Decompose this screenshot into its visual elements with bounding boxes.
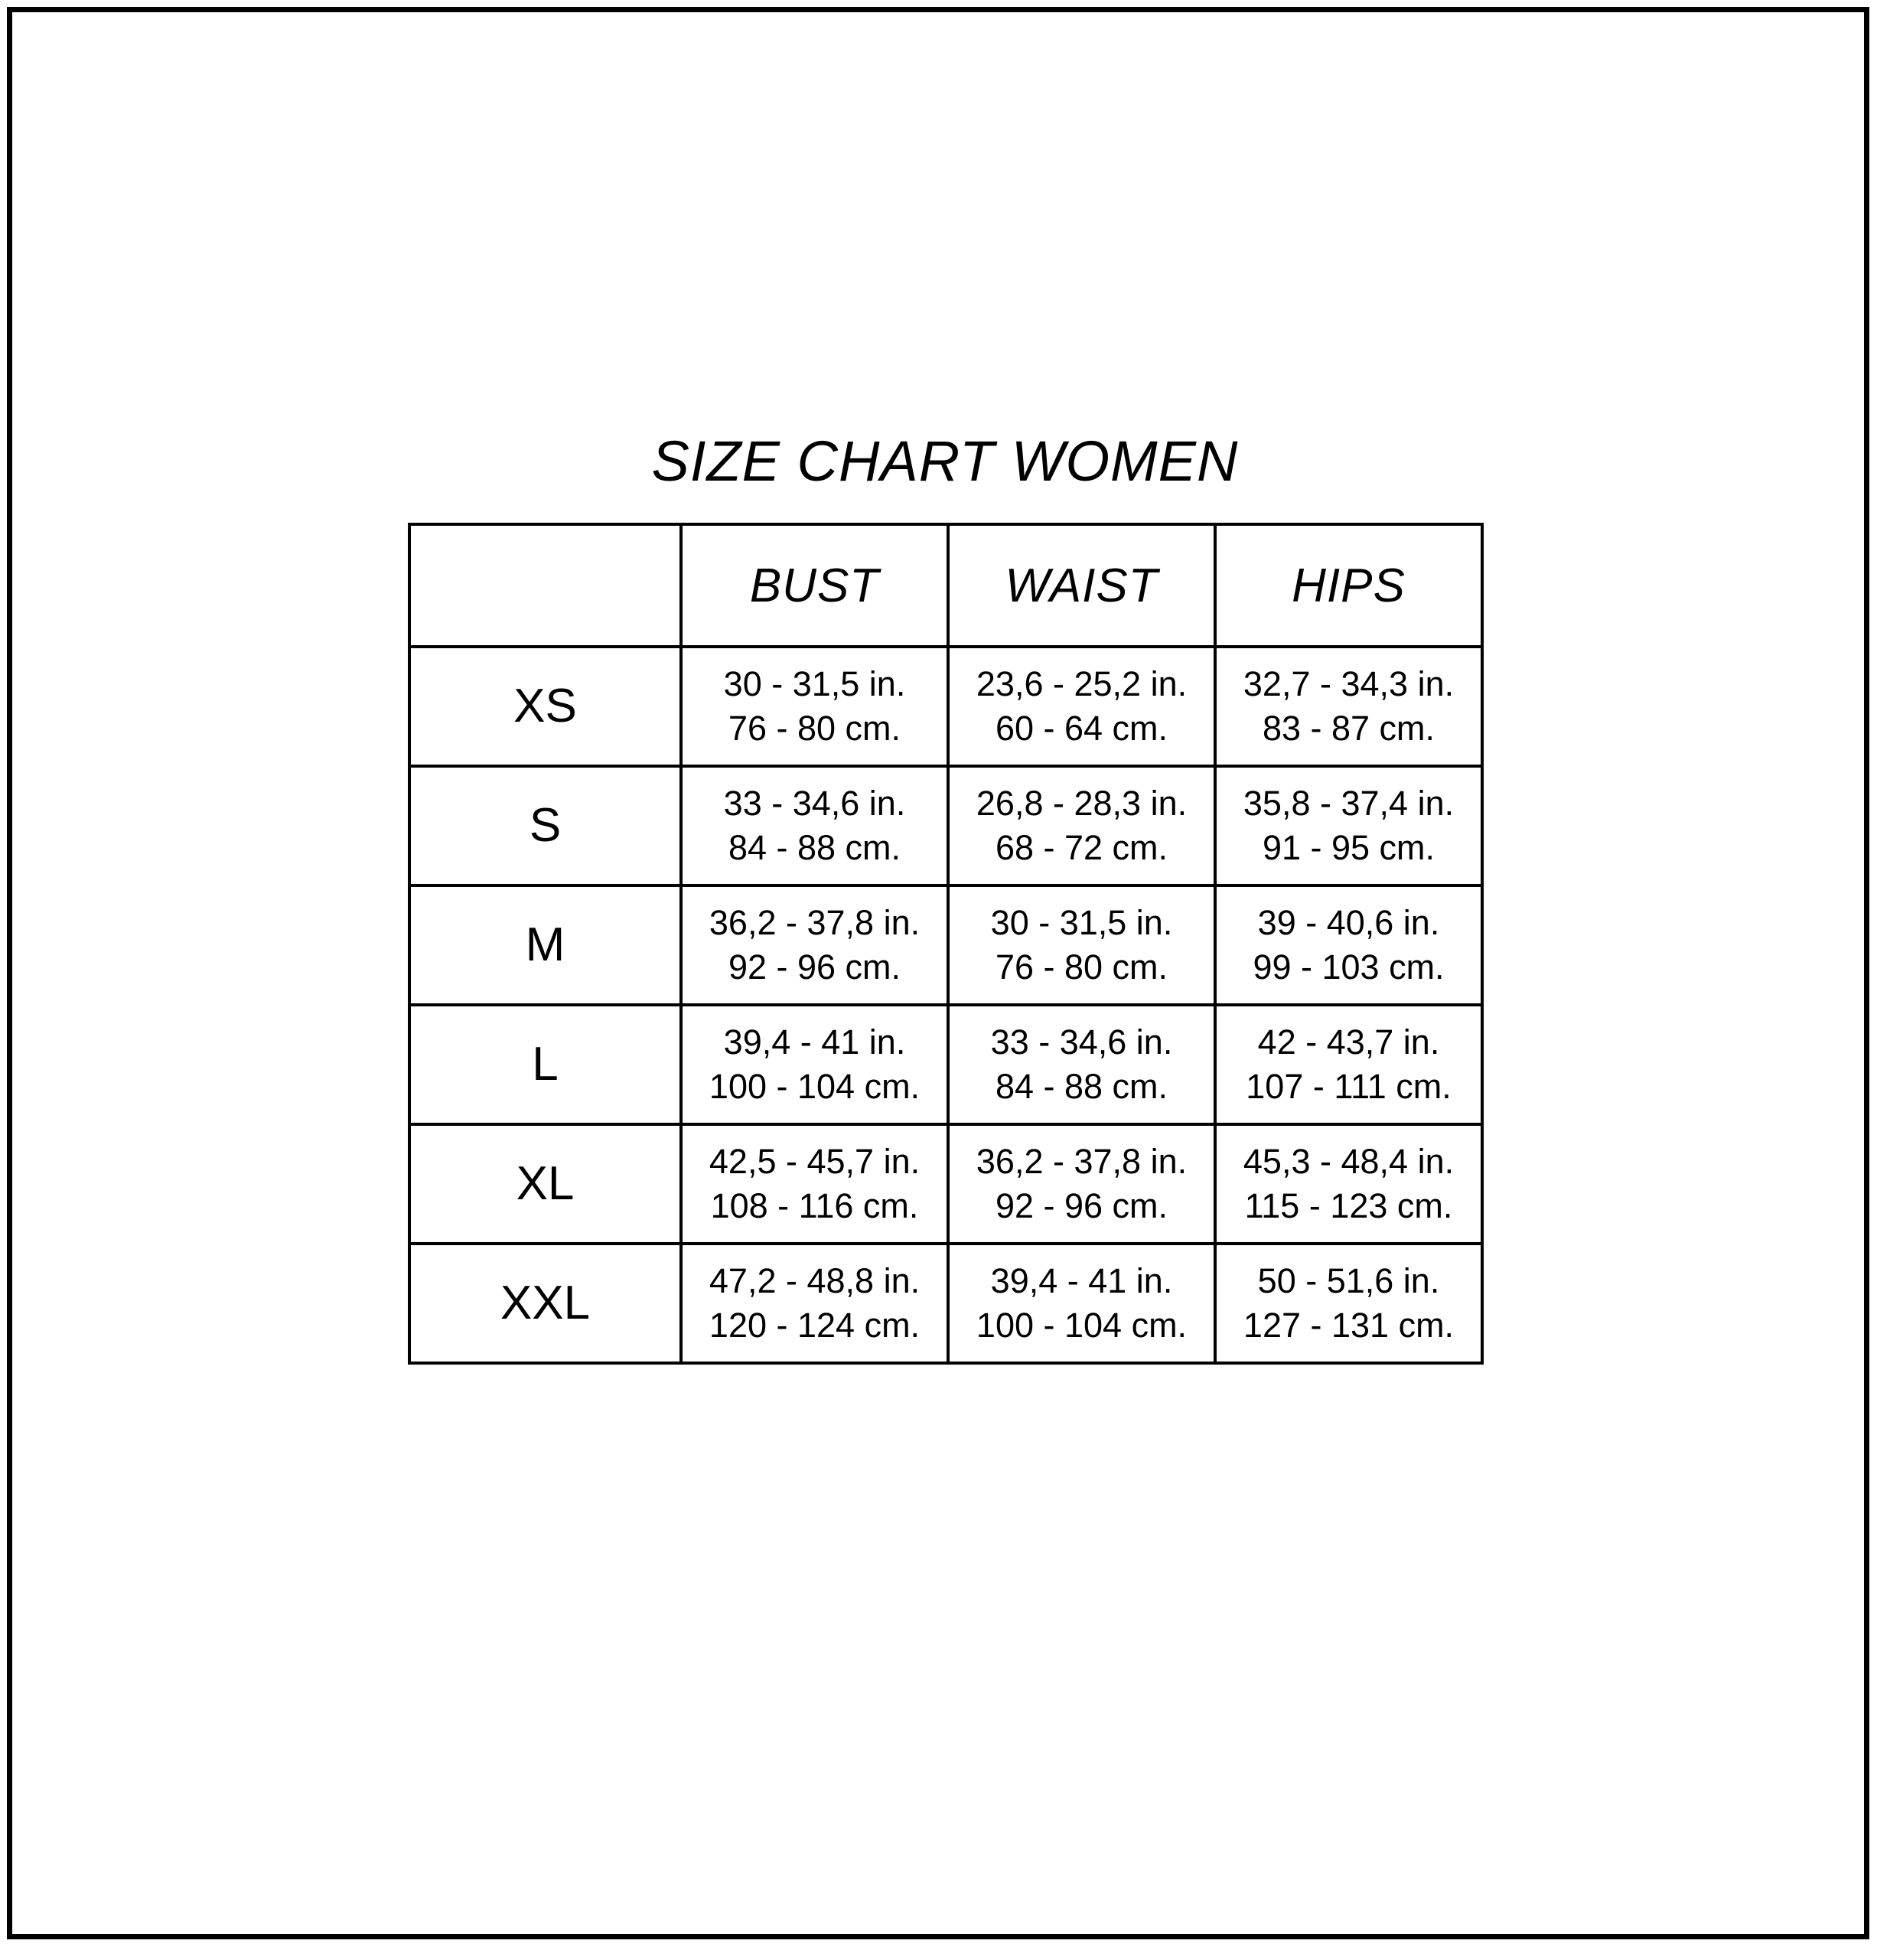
waist-centimeters: 100 - 104 cm. bbox=[976, 1306, 1188, 1345]
waist-centimeters: 92 - 96 cm. bbox=[995, 1186, 1168, 1225]
cell-waist bbox=[948, 1005, 1215, 1124]
table-row bbox=[409, 766, 1482, 885]
hips-inches: 35,8 - 37,4 in. bbox=[1243, 784, 1455, 823]
bust-centimeters: 76 - 80 cm. bbox=[728, 709, 901, 748]
cell-hips bbox=[1215, 1005, 1482, 1124]
size-chart-table bbox=[408, 523, 1484, 1365]
hips-inches: 39 - 40,6 in. bbox=[1257, 903, 1440, 943]
bust-centimeters: 100 - 104 cm. bbox=[709, 1067, 921, 1106]
hips-centimeters: 83 - 87 cm. bbox=[1262, 709, 1435, 748]
page-title: SIZE CHART WOMEN bbox=[651, 429, 1239, 493]
waist-centimeters: 84 - 88 cm. bbox=[995, 1067, 1168, 1106]
hips-centimeters: 99 - 103 cm. bbox=[1253, 947, 1445, 987]
waist-inches: 23,6 - 25,2 in. bbox=[976, 664, 1188, 704]
bust-centimeters: 92 - 96 cm. bbox=[728, 947, 901, 987]
table-body bbox=[409, 647, 1482, 1363]
waist-inches: 39,4 - 41 in. bbox=[990, 1261, 1173, 1301]
waist-inches: 30 - 31,5 in. bbox=[990, 903, 1173, 943]
cell-bust bbox=[681, 1124, 948, 1244]
table-row bbox=[409, 1005, 1482, 1124]
column-header-bust: BUST bbox=[681, 524, 948, 647]
bust-centimeters: 108 - 116 cm. bbox=[710, 1186, 919, 1225]
row-size-label: XXL bbox=[409, 1244, 681, 1363]
cell-bust bbox=[681, 1244, 948, 1363]
cell-bust bbox=[681, 1005, 948, 1124]
row-size-label: M bbox=[409, 885, 681, 1005]
waist-centimeters: 60 - 64 cm. bbox=[995, 709, 1168, 748]
bust-centimeters: 120 - 124 cm. bbox=[709, 1306, 921, 1345]
bust-inches: 42,5 - 45,7 in. bbox=[709, 1142, 921, 1182]
cell-bust bbox=[681, 766, 948, 885]
table-row bbox=[409, 885, 1482, 1005]
table-header bbox=[409, 524, 1482, 647]
bust-inches: 30 - 31,5 in. bbox=[723, 664, 906, 704]
column-header-hips: HIPS bbox=[1215, 524, 1482, 647]
column-header-size bbox=[409, 524, 681, 647]
row-size-label: L bbox=[409, 1005, 681, 1124]
hips-centimeters: 127 - 131 cm. bbox=[1243, 1306, 1455, 1345]
bust-inches: 36,2 - 37,8 in. bbox=[709, 903, 921, 943]
table-row bbox=[409, 1124, 1482, 1244]
cell-waist bbox=[948, 885, 1215, 1005]
cell-hips bbox=[1215, 1124, 1482, 1244]
hips-centimeters: 115 - 123 cm. bbox=[1244, 1186, 1453, 1225]
waist-inches: 26,8 - 28,3 in. bbox=[976, 784, 1188, 823]
table-row bbox=[409, 1244, 1482, 1363]
hips-inches: 45,3 - 48,4 in. bbox=[1243, 1142, 1455, 1182]
bust-inches: 47,2 - 48,8 in. bbox=[709, 1261, 921, 1301]
bust-centimeters: 84 - 88 cm. bbox=[728, 828, 901, 867]
waist-inches: 33 - 34,6 in. bbox=[990, 1022, 1173, 1062]
cell-waist bbox=[948, 647, 1215, 766]
hips-inches: 50 - 51,6 in. bbox=[1257, 1261, 1440, 1301]
hips-centimeters: 107 - 111 cm. bbox=[1246, 1067, 1452, 1106]
cell-hips bbox=[1215, 647, 1482, 766]
cell-hips bbox=[1215, 1244, 1482, 1363]
hips-inches: 42 - 43,7 in. bbox=[1257, 1022, 1440, 1062]
cell-bust bbox=[681, 885, 948, 1005]
cell-hips bbox=[1215, 885, 1482, 1005]
row-size-label: S bbox=[409, 766, 681, 885]
column-header-waist: WAIST bbox=[948, 524, 1215, 647]
table-header-row bbox=[409, 524, 1482, 647]
waist-centimeters: 76 - 80 cm. bbox=[995, 947, 1168, 987]
cell-hips bbox=[1215, 766, 1482, 885]
row-size-label: XL bbox=[409, 1124, 681, 1244]
cell-waist bbox=[948, 1124, 1215, 1244]
row-size-label: XS bbox=[409, 647, 681, 766]
waist-centimeters: 68 - 72 cm. bbox=[995, 828, 1168, 867]
table-row bbox=[409, 647, 1482, 766]
cell-waist bbox=[948, 766, 1215, 885]
cell-bust bbox=[681, 647, 948, 766]
bust-inches: 39,4 - 41 in. bbox=[723, 1022, 906, 1062]
waist-inches: 36,2 - 37,8 in. bbox=[976, 1142, 1188, 1182]
cell-waist bbox=[948, 1244, 1215, 1363]
hips-inches: 32,7 - 34,3 in. bbox=[1243, 664, 1455, 704]
hips-centimeters: 91 - 95 cm. bbox=[1262, 828, 1435, 867]
bust-inches: 33 - 34,6 in. bbox=[723, 784, 906, 823]
